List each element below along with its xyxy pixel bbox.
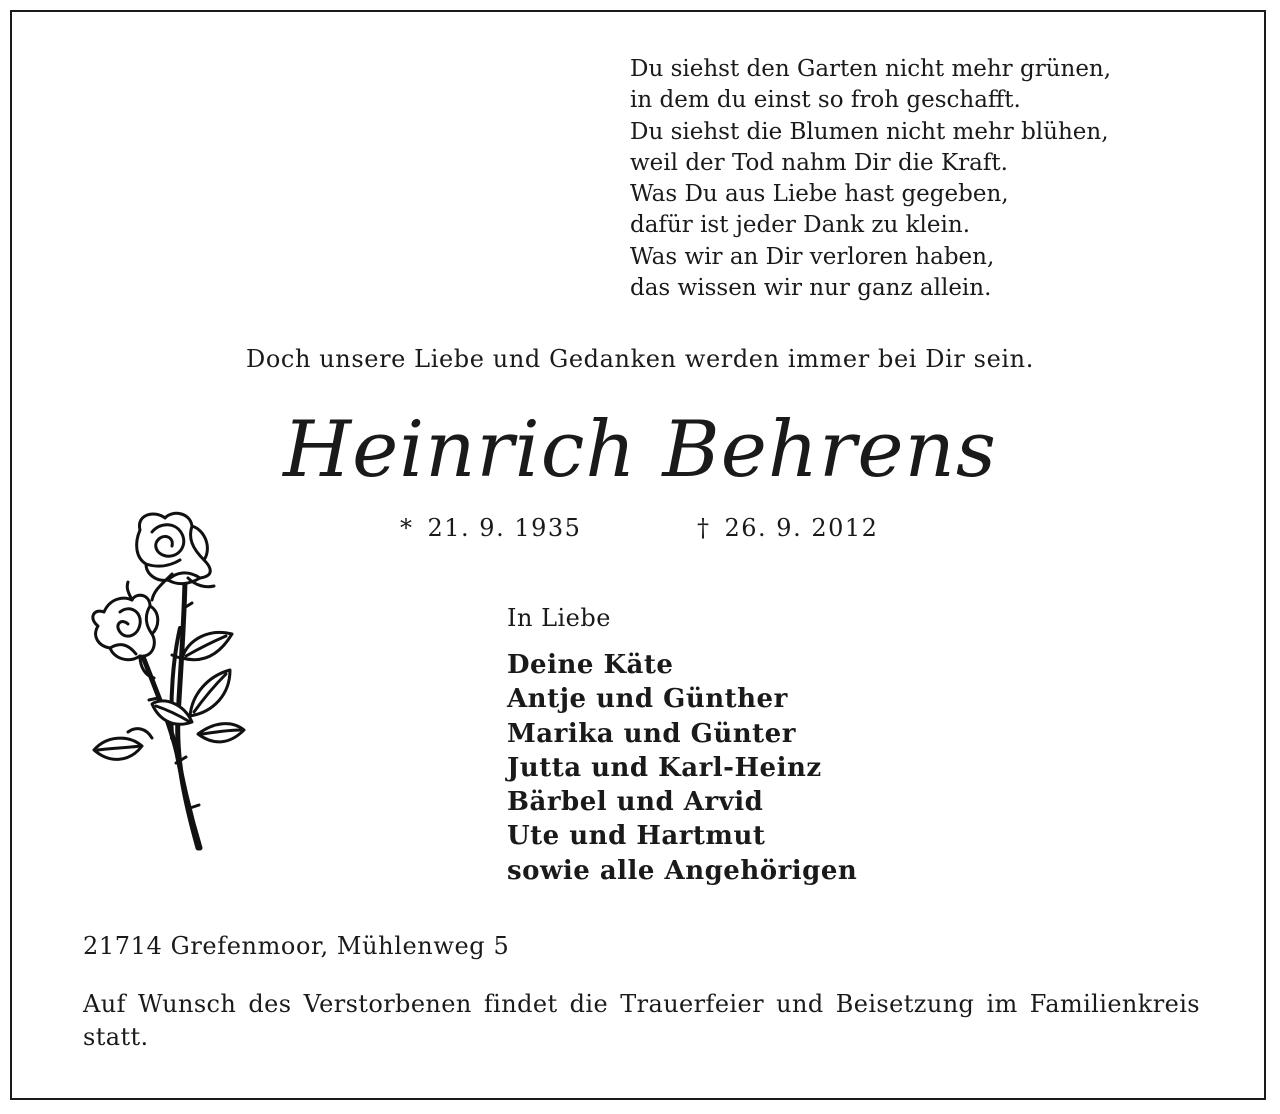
poem-line: Du siehst den Garten nicht mehr grünen, [630,56,1112,82]
poem-line: Du siehst die Blumen nicht mehr blühen, [630,118,1109,145]
address: 21714 Grefenmoor, Mühlenweg 5 [83,932,510,960]
poem-line: dafür ist jeder Dank zu klein. [630,212,971,239]
birth-date-line [400,514,581,542]
mourner-name: sowie alle Angehörigen [507,855,858,886]
funeral-notice: Auf Wunsch des Verstorbenen findet die Trauerfeier und Beisetzung im Familienkreis statt. [83,990,1200,1051]
deceased-name: Heinrich Behrens [283,405,997,495]
birth-date: 21. 9. 1935 [427,514,582,542]
poem-line: Was Du aus Liebe hast gegeben, [630,181,1009,208]
in-love-label: In Liebe [507,604,611,632]
mourner-name: Ute und Hartmut [507,821,766,852]
rose-icon [80,508,250,860]
mourners-list [507,648,857,888]
death-symbol: † [697,514,711,542]
mourner-name: Deine Käte [507,650,674,680]
mourner-name: Jutta und Karl-Heinz [507,752,822,783]
poem-line: das wissen wir nur ganz allein. [630,275,992,302]
death-date-line [697,514,878,542]
birth-symbol: * [400,514,414,542]
mourner-name: Marika und Günter [507,718,796,749]
death-date: 26. 9. 2012 [724,514,879,542]
mourner-name: Bärbel und Arvid [507,787,764,818]
poem-line: in dem du einst so froh geschafft. [630,87,1021,114]
poem-line: Was wir an Dir verloren haben, [630,243,995,270]
motto: Doch unsere Liebe und Gedanken werden immer bei Dir sein. [246,345,1034,373]
poem-line: weil der Tod nahm Dir die Kraft. [630,149,1008,176]
mourner-name: Antje und Günther [507,684,788,715]
poem [630,54,1230,304]
